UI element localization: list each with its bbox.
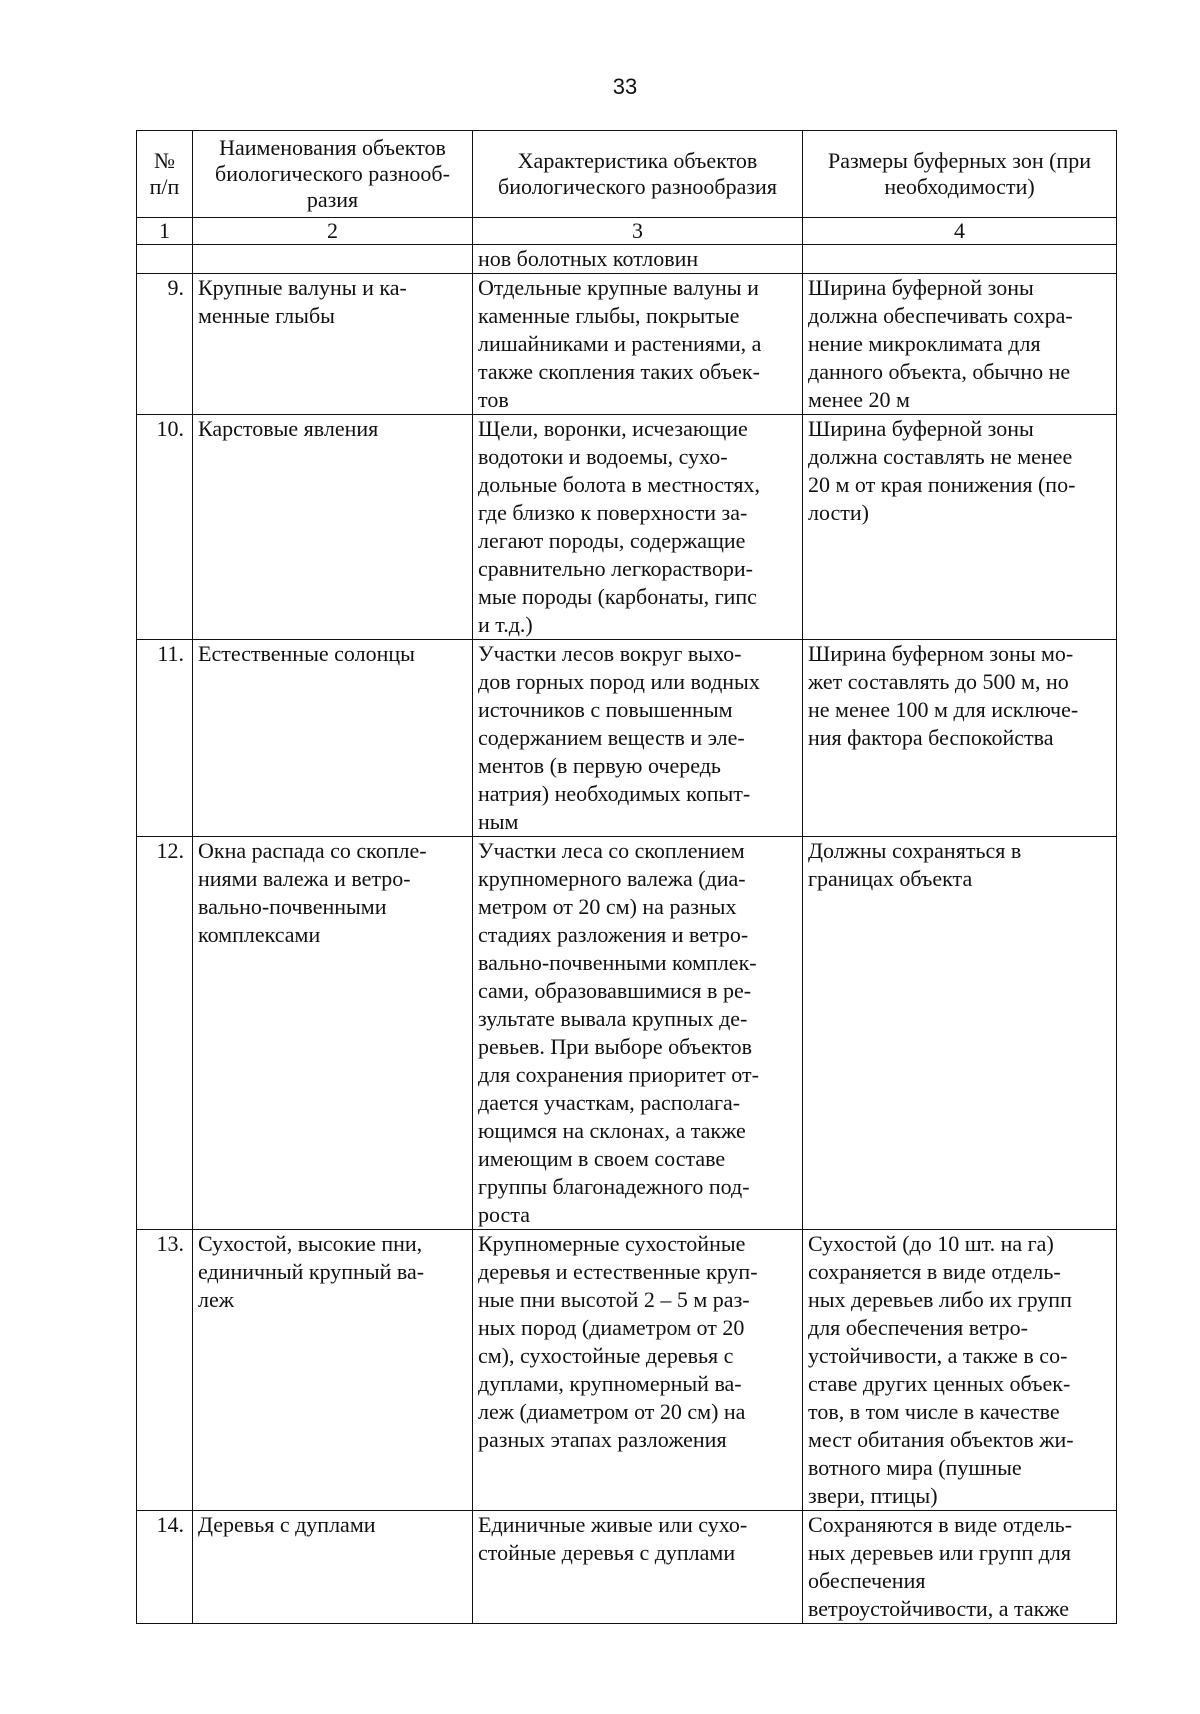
object-characteristic: Единичные живые или сухо- стойные деревья с дуплами bbox=[473, 1511, 803, 1624]
column-numbers-row bbox=[137, 218, 1117, 245]
buffer-zone bbox=[803, 245, 1117, 274]
object-name bbox=[193, 245, 473, 274]
buffer-zone: Сухостой (до 10 шт. на га) сохраняется в виде отдель- ных деревьев либо их групп для обеспечения ветро- устойчивости, а также в со- ставе других ценных объек- тов, в том числе в качестве мест обитания объектов жи- вотного мира (пушные звери, птицы) bbox=[803, 1230, 1117, 1511]
page-number: 33 bbox=[612, 74, 638, 99]
column-number: 3 bbox=[473, 218, 803, 245]
object-characteristic: Отдельные крупные валуны и каменные глыбы, покрытые лишайниками и растениями, а также скопления таких объек- тов bbox=[473, 274, 803, 415]
header-object-name: Наименования объектов биологического разнооб- разия bbox=[193, 131, 473, 218]
header-buffer-zone: Размеры буферных зон (при необходимости) bbox=[803, 131, 1117, 218]
row-number: 11. bbox=[137, 640, 193, 837]
column-number: 2 bbox=[193, 218, 473, 245]
table-row bbox=[137, 415, 1117, 640]
buffer-zone: Сохраняются в виде отдель- ных деревьев или групп для обеспечения ветроустойчивости, а также bbox=[803, 1511, 1117, 1624]
object-characteristic: Участки лесов вокруг выхо- дов горных пород или водных источников с повышенным содержанием веществ и эле- ментов (в первую очередь натрия) необходимых копыт- ным bbox=[473, 640, 803, 837]
row-number: 14. bbox=[137, 1511, 193, 1624]
object-characteristic: нов болотных котловин bbox=[473, 245, 803, 274]
buffer-zone: Ширина буферной зоны должна обеспечивать сохра- нение микроклимата для данного объекта, обычно не менее 20 м bbox=[803, 274, 1117, 415]
table-row bbox=[137, 640, 1117, 837]
table-row bbox=[137, 1511, 1117, 1624]
row-number: 13. bbox=[137, 1230, 193, 1511]
object-name: Деревья с дуплами bbox=[193, 1511, 473, 1624]
table-row bbox=[137, 837, 1117, 1230]
object-name: Сухостой, высокие пни, единичный крупный ва- леж bbox=[193, 1230, 473, 1511]
object-characteristic: Щели, воронки, исчезающие водотоки и водоемы, сухо- дольные болота в местностях, где близко к поверхности за- легают породы, содержащие сравнительно легкораствори- мые породы (карбонаты, гипс и т.д.) bbox=[473, 415, 803, 640]
table-header-row bbox=[137, 131, 1117, 218]
row-number: 9. bbox=[137, 274, 193, 415]
row-number bbox=[137, 245, 193, 274]
header-number: № п/п bbox=[137, 131, 193, 218]
object-name: Крупные валуны и ка- менные глыбы bbox=[193, 274, 473, 415]
buffer-zone: Ширина буферной зоны должна составлять не менее 20 м от края понижения (по- лости) bbox=[803, 415, 1117, 640]
column-number: 1 bbox=[137, 218, 193, 245]
column-number: 4 bbox=[803, 218, 1117, 245]
object-name: Естественные солонцы bbox=[193, 640, 473, 837]
buffer-zone: Должны сохраняться в границах объекта bbox=[803, 837, 1117, 1230]
buffer-zone: Ширина буферном зоны мо- жет составлять до 500 м, но не менее 100 м для исключе- ния фактора беспокойства bbox=[803, 640, 1117, 837]
row-number: 12. bbox=[137, 837, 193, 1230]
table-row bbox=[137, 1230, 1117, 1511]
row-number: 10. bbox=[137, 415, 193, 640]
biodiversity-objects-table bbox=[136, 130, 1117, 1624]
object-name: Окна распада со скопле- ниями валежа и ветро- вально-почвенными комплексами bbox=[193, 837, 473, 1230]
continuation-row bbox=[137, 245, 1117, 274]
object-characteristic: Участки леса со скоплением крупномерного валежа (диа- метром от 20 см) на разных стадиях разложения и ветро- вально-почвенными комплек- сами, образовавшимися в ре- зультате вывала крупных де- ревьев. При выборе объектов для сохранения приоритет от- дается участкам, располага- ющимся на склонах, а также имеющим в своем составе группы благонадежного под- роста bbox=[473, 837, 803, 1230]
object-characteristic: Крупномерные сухостойные деревья и естественные круп- ные пни высотой 2 – 5 м раз- ных пород (диаметром от 20 см), сухостойные деревья с дуплами, крупномерный ва- леж (диаметром от 20 см) на разных этапах разложения bbox=[473, 1230, 803, 1511]
header-characteristic: Характеристика объектов биологического разнообразия bbox=[473, 131, 803, 218]
table-row bbox=[137, 274, 1117, 415]
object-name: Карстовые явления bbox=[193, 415, 473, 640]
